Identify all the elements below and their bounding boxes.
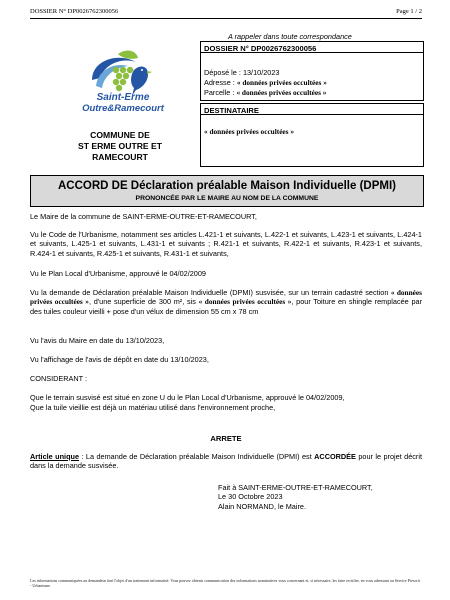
commune-name-line: ST ERME OUTRE ET [77, 141, 163, 151]
signature-block [218, 483, 373, 511]
correspondance-note: A rappeler dans toute correspondance [228, 32, 352, 41]
affichage-paragraph: Vu l'affichage de l'avis de dépôt en date du 13/10/2023, [30, 355, 209, 364]
demande-adresse-value: « données privées occultées » [198, 297, 292, 307]
decision-subtitle: PRONONCÉE PAR LE MAIRE AU NOM DE LA COMMUNE [135, 195, 319, 202]
intro-paragraph: Le Maire de la commune de SAINT-ERME-OUTRE-ET-RAMECOURT, [30, 212, 257, 221]
considerant-heading: CONSIDERANT : [30, 374, 88, 383]
destinataire-box [200, 103, 424, 167]
arrete-heading: ARRETE [210, 434, 242, 443]
logo-text-line1: Saint-Erme [96, 92, 150, 103]
dossier-box [200, 41, 424, 101]
depose-date: Déposé le : 13/10/2023 [204, 68, 280, 77]
accordee-word: ACCORDÉE [314, 452, 356, 461]
article-unique-paragraph [30, 452, 422, 471]
considerant-zone: Que le terrain susvisé est situé en zone U du le Plan Local d'Urbanisme, approuvé le 04/02/2009, [30, 393, 345, 402]
demande-text-a: Vu la demande de Déclaration préalable Maison Individuelle (DPMI) susvisée, sur un terrain cadastré section [30, 288, 391, 297]
adresse-label: Adresse : [204, 78, 237, 87]
commune-name [60, 130, 180, 163]
destinataire-title: DESTINATAIRE [204, 106, 259, 115]
header-page-number: Page 1 / 2 [396, 8, 422, 15]
demande-parcelle-value: « données privées occultées » [30, 288, 422, 307]
dossier-box-title: DOSSIER N° DP0026762300056 [204, 44, 317, 53]
commune-name-line: RAMECOURT [92, 152, 148, 162]
code-urbanisme-paragraph: Vu le Code de l'Urbanisme, notamment ses articles L.421-1 et suivants, L.422-1 et suivants, L.423-1 et suivants, L.424-1 et suivants, L.425-1 et suivants, L.431-1 et suivants ; R.421-1 et suivants, R.422-1 et suivants, R.423-1 et suivants, R.424-1 et suivants, R.425-1 et suivants, R.431-1 et suivants, [30, 230, 422, 258]
parcelle-value: « données privées occultées » [236, 88, 327, 97]
signature-date: Le 30 Octobre 2023 [218, 492, 283, 502]
destinataire-value: « données privées occultées » [204, 127, 294, 136]
considerant-tuile: Que la tuile vieillie est déjà un matériau utilisé dans l'environnement proche, [30, 403, 276, 412]
logo-text-line2: Outre&Ramecourt [82, 103, 164, 114]
avis-maire-paragraph: Vu l'avis du Maire en date du 13/10/2023, [30, 336, 165, 345]
dossier-box-divider [200, 52, 424, 53]
destinataire-box-divider [200, 114, 424, 115]
signature-name: Alain NORMAND, le Maire. [218, 501, 306, 511]
decision-title: ACCORD DE Déclaration préalable Maison Individuelle (DPMI) [57, 180, 397, 192]
signature-place: Fait à SAINT-ERME-OUTRE-ET-RAMECOURT, [218, 483, 373, 492]
header-divider [30, 18, 422, 19]
header-dossier-number: DOSSIER N° DP0026762300056 [30, 8, 119, 15]
article-unique-label: Article unique [30, 452, 80, 461]
article-text-a: : La demande de Déclaration préalable Maison Individuelle (DPMI) est [79, 452, 315, 461]
commune-name-line: COMMUNE DE [90, 130, 150, 140]
adresse-value: « données privées occultées » [236, 78, 327, 87]
parcelle-label: Parcelle : [204, 88, 237, 97]
parcelle-line [204, 88, 326, 97]
demande-paragraph [30, 288, 422, 316]
plu-paragraph: Vu le Plan Local d'Urbanisme, approuvé le 04/02/2009 [30, 269, 206, 278]
article-text-c: pour le projet décrit dans la demande susvisée. [30, 452, 422, 471]
footer-legal-notice: Les informations communiquées au demandeur font l'objet d'un traitement informatisé. Vous pouvez obtenir communication des informations nominatives vous concernant et, si nécessaire, les faire rectifier, en vous adressant au Service Prescrit - Urbanisme. [30, 578, 420, 588]
demande-text-c: , d'une superficie de 300 m², sis [88, 297, 199, 307]
adresse-line [204, 78, 327, 87]
decision-title-box [30, 175, 424, 207]
demande-text-e: , pour Toiture en shingle remplacée par des tuiles couleur vieilli + pose d'un vélux de dimension 55 cm x 78 cm [30, 297, 423, 316]
